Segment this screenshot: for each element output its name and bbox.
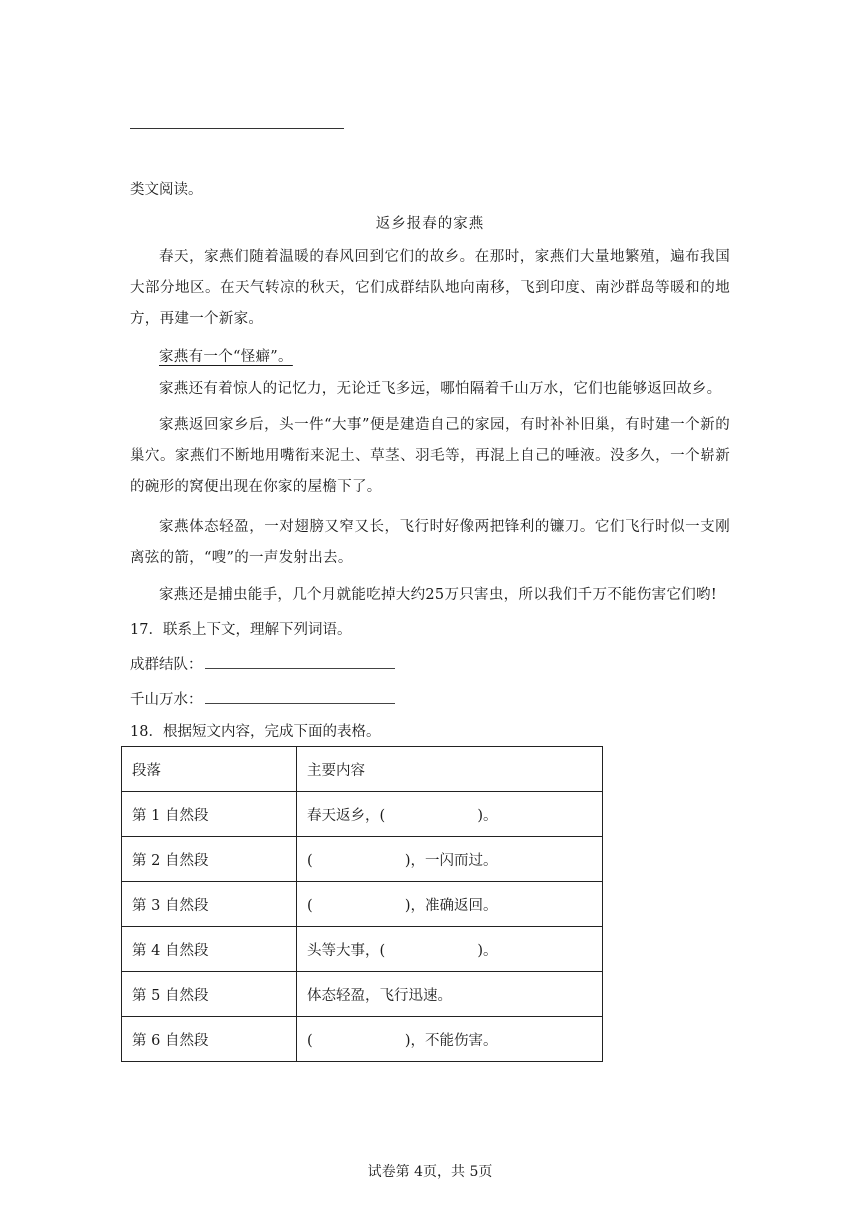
summary-table (121, 746, 603, 1062)
question-17-prompt: 17．联系上下文，理解下列词语。 (130, 622, 352, 638)
table-row (122, 927, 603, 972)
table-cell-paragraph: 第 6 自然段 (122, 1017, 297, 1062)
table-row (122, 792, 603, 837)
table-cell-content[interactable]: ( )，不能伤害。 (297, 1017, 603, 1062)
table-cell-paragraph: 第 1 自然段 (122, 792, 297, 837)
q17-item-1 (130, 654, 395, 675)
answer-line (130, 128, 344, 129)
table-cell-paragraph: 第 5 自然段 (122, 972, 297, 1017)
q17-item-2-label: 千山万水： (130, 692, 203, 708)
table-header-cell: 主要内容 (297, 747, 603, 792)
story-paragraph-3: 家燕还有着惊人的记忆力，无论迁飞多远，哪怕隔着千山万水，它们也能够返回故乡。 (159, 381, 722, 397)
table-cell-content[interactable]: 头等大事，( )。 (297, 927, 603, 972)
underlined-sentence: 家燕有一个“怪癖”。 (159, 349, 293, 365)
table-row (122, 837, 603, 882)
table-cell-content[interactable]: ( )，准确返回。 (297, 882, 603, 927)
story-paragraph-2 (130, 342, 730, 373)
table-row (122, 972, 603, 1017)
table-cell-paragraph: 第 4 自然段 (122, 927, 297, 972)
q17-answer-blank-1[interactable] (205, 654, 395, 669)
table-cell-content: 体态轻盈，飞行迅速。 (297, 972, 603, 1017)
table-cell-content[interactable]: ( )，一闪而过。 (297, 837, 603, 882)
table-header-cell: 段落 (122, 747, 297, 792)
story-paragraph-6: 家燕还是捕虫能手，几个月就能吃掉大约25万只害虫，所以我们千万不能伤害它们哟! (159, 587, 717, 603)
story-paragraph-5: 家燕体态轻盈，一对翅膀又窄又长，飞行时好像两把锋利的镰刀。它们飞行时似一支刚离弦的箭，“嗖”的一声发射出去。 (130, 519, 730, 566)
table-header-row (122, 747, 603, 792)
story-title: 返乡报春的家燕 (375, 216, 485, 232)
table-row (122, 882, 603, 927)
q17-item-2 (130, 689, 395, 710)
q17-answer-blank-2[interactable] (205, 689, 395, 704)
table-cell-content[interactable]: 春天返乡，( )。 (297, 792, 603, 837)
page-footer: 试卷第 4页，共 5页 (367, 1164, 493, 1180)
table-row (122, 1017, 603, 1062)
story-paragraph-1: 春天，家燕们随着温暖的春风回到它们的故乡。在那时，家燕们大量地繁殖，遍布我国大部分地区。在天气转凉的秋天，它们成群结队地向南移，飞到印度、南沙群岛等暖和的地方，再建一个新家。 (130, 249, 730, 327)
story-paragraph-4: 家燕返回家乡后，头一件“大事”便是建造自己的家园，有时补补旧巢，有时建一个新的巢穴。家燕们不断地用嘴衔来泥土、草茎、羽毛等，再混上自己的唾液。没多久，一个崭新的碗形的窝便出现在你家的屋檐下了。 (130, 417, 730, 495)
table-cell-paragraph: 第 2 自然段 (122, 837, 297, 882)
question-18-prompt: 18．根据短文内容，完成下面的表格。 (130, 724, 381, 740)
q17-item-1-label: 成群结队： (130, 657, 203, 673)
table-cell-paragraph: 第 3 自然段 (122, 882, 297, 927)
section-heading: 类文阅读。 (130, 182, 203, 198)
